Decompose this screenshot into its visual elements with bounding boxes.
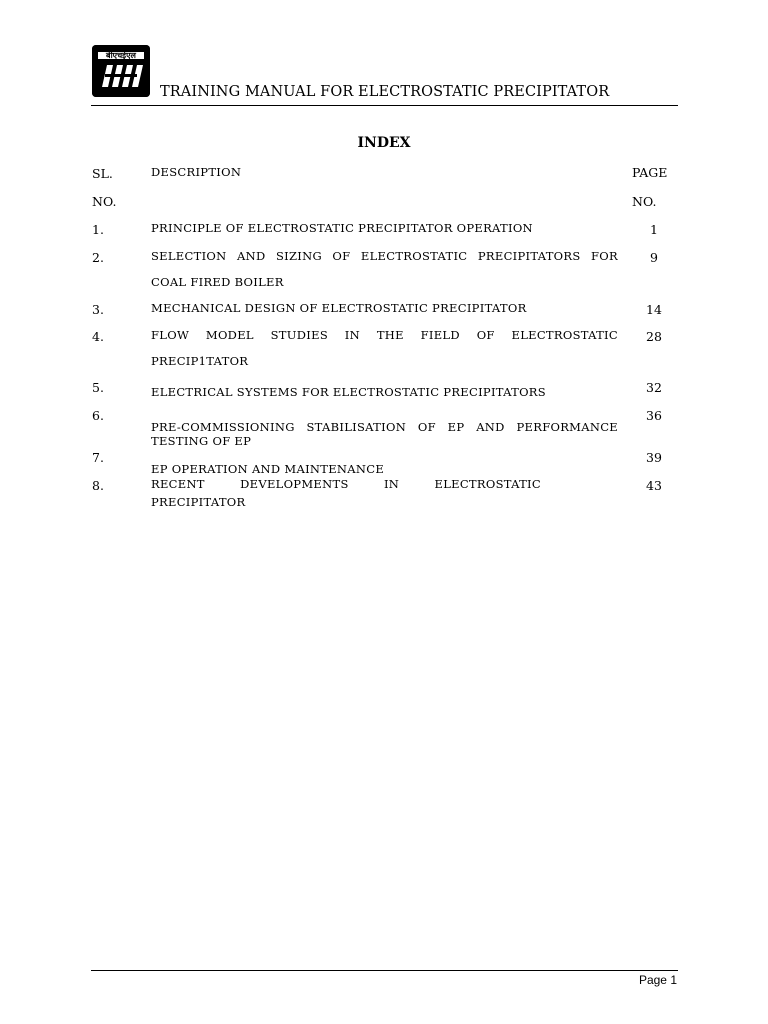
col-header-page: PAGE [632, 165, 668, 180]
index-row-description: FLOW MODEL STUDIES IN THE FIELD OF ELECTROSTATIC [151, 328, 618, 342]
index-row-sl: 1. [92, 222, 104, 237]
index-row-page: 1 [650, 222, 658, 237]
index-row-description: SELECTION AND SIZING OF ELECTROSTATIC PRECIPITATORS FOR [151, 249, 618, 263]
index-row-page: 32 [646, 380, 662, 395]
header-divider [91, 105, 678, 106]
svg-text:बीएचईएल: बीएचईएल [106, 51, 136, 60]
index-row-sl: 7. [92, 450, 104, 465]
col-header-description: DESCRIPTION [151, 165, 242, 179]
index-row-description: MECHANICAL DESIGN OF ELECTROSTATIC PRECIPITATOR [151, 301, 527, 315]
index-row-page: 9 [650, 250, 658, 265]
index-row-page: 14 [646, 302, 662, 317]
index-row-description-cont: TESTING OF EP [151, 434, 252, 448]
index-row-description: PRINCIPLE OF ELECTROSTATIC PRECIPITATOR OPERATION [151, 221, 533, 235]
index-row-sl: 8. [92, 478, 104, 493]
index-row-page: 28 [646, 329, 662, 344]
index-row-sl: 2. [92, 250, 104, 265]
index-row-page: 43 [646, 478, 662, 493]
page-number: Page 1 [638, 973, 677, 987]
index-row-page: 36 [646, 408, 662, 423]
index-row-description-cont: COAL FIRED BOILER [151, 275, 284, 289]
index-row-sl: 4. [92, 329, 104, 344]
index-row-description: PRE-COMMISSIONING STABILISATION OF EP AND PERFORMANCE [151, 420, 618, 434]
bhel-logo [92, 45, 150, 97]
index-row-sl: 6. [92, 408, 104, 423]
col-header-sl-no: NO. [92, 194, 117, 209]
document-header-title: TRAINING MANUAL FOR ELECTROSTATIC PRECIPITATOR [160, 84, 610, 100]
index-row-description-cont: PRECIPITATOR [151, 495, 246, 509]
index-row-description-cont: PRECIP1TATOR [151, 354, 249, 368]
col-header-sl: SL. [92, 166, 113, 181]
index-title: INDEX [357, 135, 411, 151]
footer-divider [91, 970, 678, 971]
index-row-sl: 3. [92, 302, 104, 317]
index-row-description: ELECTRICAL SYSTEMS FOR ELECTROSTATIC PRECIPITATORS [151, 385, 546, 399]
index-row-sl: 5. [92, 380, 104, 395]
col-header-page-no: NO. [632, 194, 657, 209]
index-row-page: 39 [646, 450, 662, 465]
index-row-description: RECENT DEVELOPMENTS IN ELECTROSTATIC [151, 477, 541, 491]
index-row-description: EP OPERATION AND MAINTENANCE [151, 462, 385, 476]
